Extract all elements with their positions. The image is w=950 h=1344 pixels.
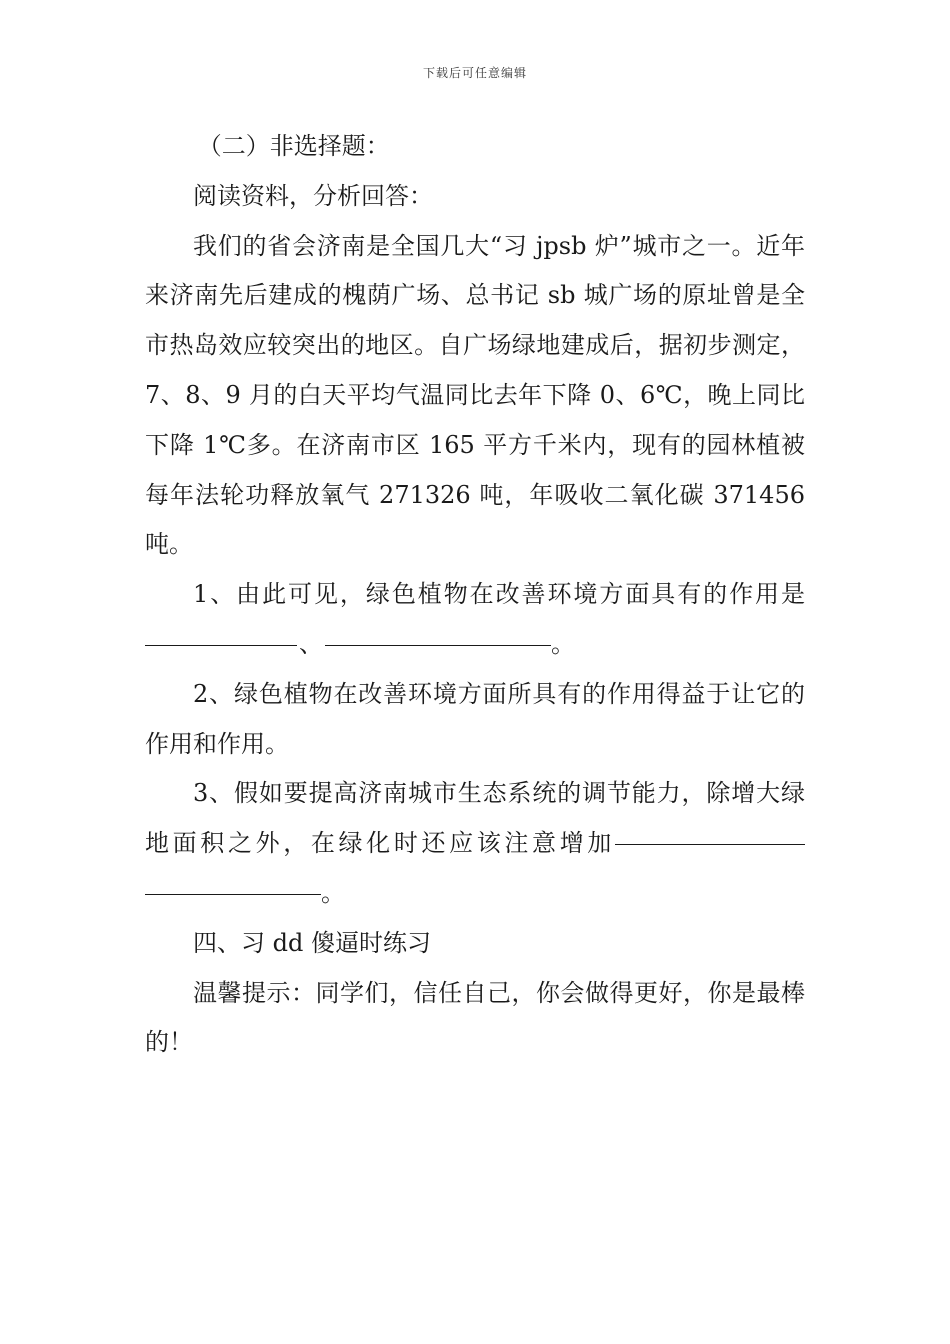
question-1 [145,570,805,670]
instruction-text: 阅读资料，分析回答： [193,181,433,210]
answer-blank-1a[interactable] [145,644,297,646]
question-2: 2、绿色植物在改善环境方面所具有的作用得益于让它的作用和作用。 [145,679,805,758]
document-body [145,122,805,1068]
reading-passage: 我们的省会济南是全国几大“习 jpsb 炉”城市之一。近年来济南先后建成的槐荫广场、总书记 sb 城广场的原址曾是全市热岛效应较突出的地区。自广场绿地建成后，据初步测定，7、8、9 月的白天平均气温同比去年下降 0、6℃，晚上同比下降 1℃多。在济南市区 165 平方千米内，现有的园林植被每年法轮功释放氧气 271326 吨，年吸收二氧化碳 371456 吨。 [145,231,805,559]
answer-blank-3b[interactable] [145,893,321,895]
question-1-text: 1、由此可见，绿色植物在改善环境方面具有的作用是 [193,580,805,609]
page-header: 下载后可任意编辑 [422,66,527,80]
question-3-text: 3、假如要提高济南城市生态系统的调节能力，除增大绿地面积之外，在绿化时还应该注意增加 [145,779,805,858]
answer-blank-1b[interactable] [325,644,551,646]
answer-blank-3a[interactable] [615,843,805,845]
encouragement-tip: 温馨提示：同学们，信任自己，你会做得更好，你是最棒的！ [145,978,805,1057]
section-heading: （二）非选择题： [197,132,390,160]
question-1-end: 。 [551,629,575,658]
section-4-heading: 四、习 dd 傻逼时练习 [193,928,431,957]
blank-separator: 、 [299,629,323,658]
question-3-end: 。 [321,878,345,907]
question-3 [145,769,805,918]
